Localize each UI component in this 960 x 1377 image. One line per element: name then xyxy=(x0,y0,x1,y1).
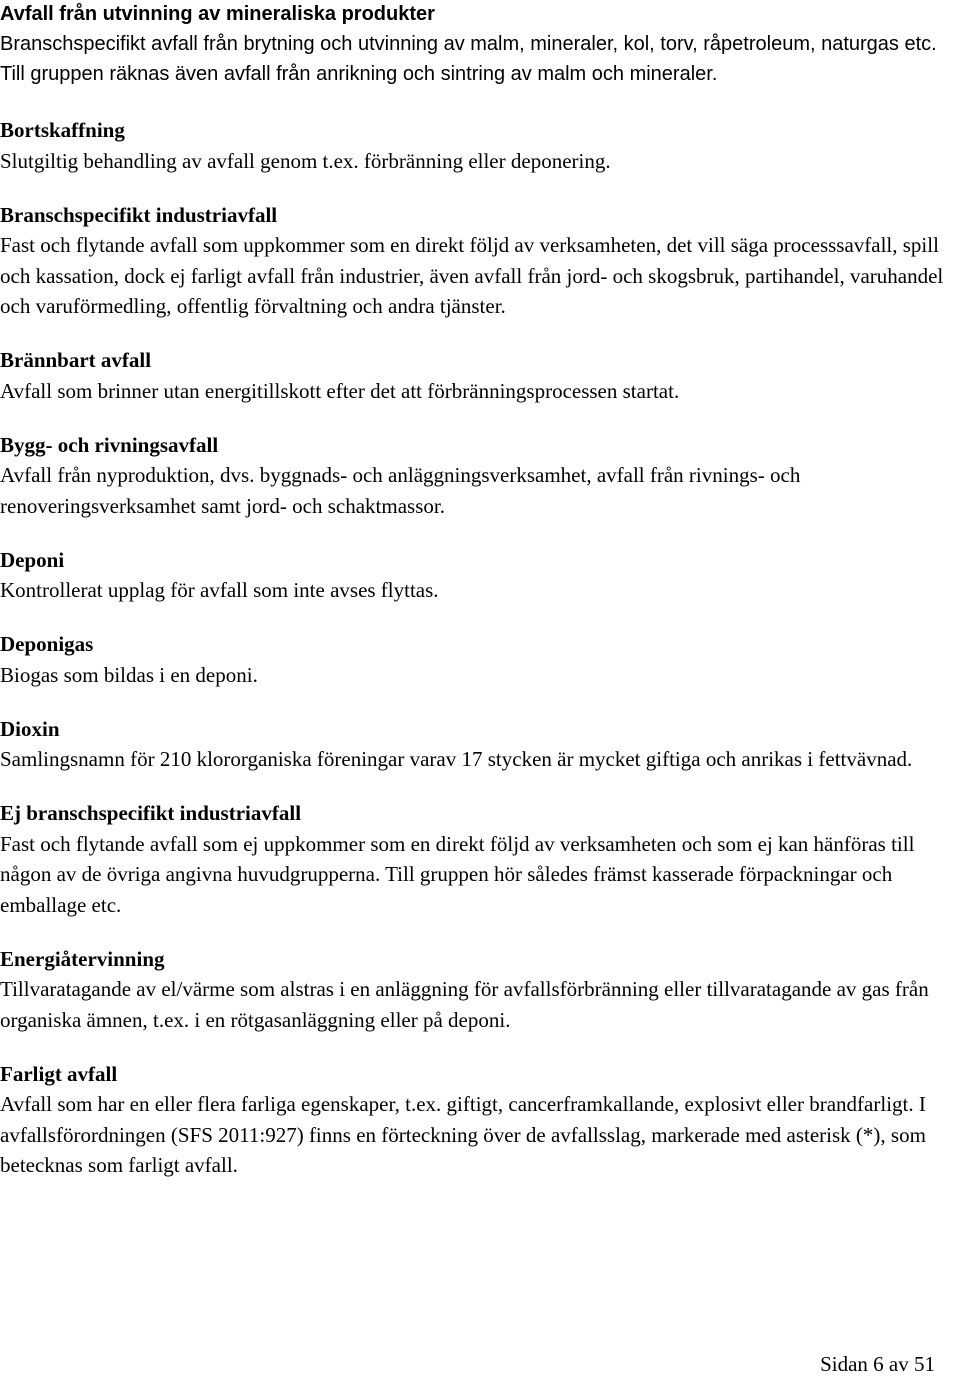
entry-term: Farligt avfall xyxy=(0,1061,118,1086)
entry-term: Ej branschspecifikt industriavfall xyxy=(0,801,302,825)
entry-term: Deponi xyxy=(0,547,65,572)
glossary-entry-bortskaffning xyxy=(0,115,960,176)
entry-definition: Fast och flytande avfall som ej uppkommer som en direkt följd av verksamheten och som ej kan hänföras till någon av de övriga angivna huvudgrupperna. Till gruppen hör således främst kasserade förpackningar och emballage etc. xyxy=(0,831,915,917)
entry-definition: Branschspecifikt avfall från brytning och utvinning av malm, mineraler, kol, torv, råpetroleum, naturgas etc. Till gruppen räknas även avfall från anrikning och sintring av malm och mineraler. xyxy=(0,33,937,85)
entry-term: Brännbart avfall xyxy=(0,348,152,372)
entry-definition: Fast och flytande avfall som uppkommer som en direkt följd av verksamheten, det vill säga processsavfall, spill och kassation, dock ej farligt avfall från industrier, även avfall från jord- och skogsbruk, partihandel, varuhandel och varuförmedling, offentlig förvaltning och andra tjänster. xyxy=(0,233,944,318)
entry-definition: Avfall som brinner utan energitillskott efter det att förbränningsprocessen startat. xyxy=(0,378,680,403)
entry-definition: Biogas som bildas i en deponi. xyxy=(0,662,258,687)
glossary-entry-bygg-rivning xyxy=(0,430,960,522)
glossary-entry-deponigas xyxy=(0,629,960,690)
entry-term: Energiåtervinning xyxy=(0,946,165,971)
entry-term: Branschspecifikt industriavfall xyxy=(0,202,278,227)
entry-definition: Avfall från nyproduktion, dvs. byggnads- och anläggningsverksamhet, avfall från rivnings- och renoveringsverksamhet samt jord- och schaktmassor. xyxy=(0,463,801,518)
entry-definition: Avfall som har en eller flera farliga egenskaper, t.ex. giftigt, cancerframkallande, explosivt eller brandfarligt. I avfallsförordningen (SFS 2011:927) finns en förteckning över de avfallsslag, markerade med asterisk (*), som betecknas som farligt avfall. xyxy=(0,1092,926,1177)
glossary-list xyxy=(0,115,960,1204)
page-number: Sidan 6 av 51 xyxy=(820,1352,935,1376)
entry-term: Bygg- och rivningsavfall xyxy=(0,432,219,457)
entry-term: Bortskaffning xyxy=(0,118,125,142)
glossary-entry-branschspecifikt xyxy=(0,200,960,322)
glossary-entry-ej-branschspecifikt xyxy=(0,798,960,920)
glossary-entry-deponi xyxy=(0,545,960,606)
entry-definition: Tillvaratagande av el/värme som alstras i en anläggning för avfallsförbränning eller tillvaratagande av gas från organiska ämnen, t.ex. i en rötgasanläggning eller på deponi. xyxy=(0,977,929,1032)
glossary-entry-energiatervinning xyxy=(0,944,960,1036)
glossary-entry-brannbart xyxy=(0,345,960,406)
glossary-entry-dioxin xyxy=(0,714,960,775)
entry-definition: Kontrollerat upplag för avfall som inte avses flyttas. xyxy=(0,578,439,602)
entry-term: Dioxin xyxy=(0,716,60,741)
entry-term: Avfall från utvinning av mineraliska produkter xyxy=(0,3,435,25)
entry-definition: Samlingsnamn för 210 klororganiska föreningar varav 17 stycken är mycket giftiga och anrikas i fettvävnad. xyxy=(0,747,913,771)
glossary-entry-farligt-avfall xyxy=(0,1059,960,1181)
glossary-entry-mineraliska xyxy=(0,0,958,89)
entry-definition: Slutgiltig behandling av avfall genom t.ex. förbränning eller deponering. xyxy=(0,148,611,173)
entry-term: Deponigas xyxy=(0,632,94,656)
